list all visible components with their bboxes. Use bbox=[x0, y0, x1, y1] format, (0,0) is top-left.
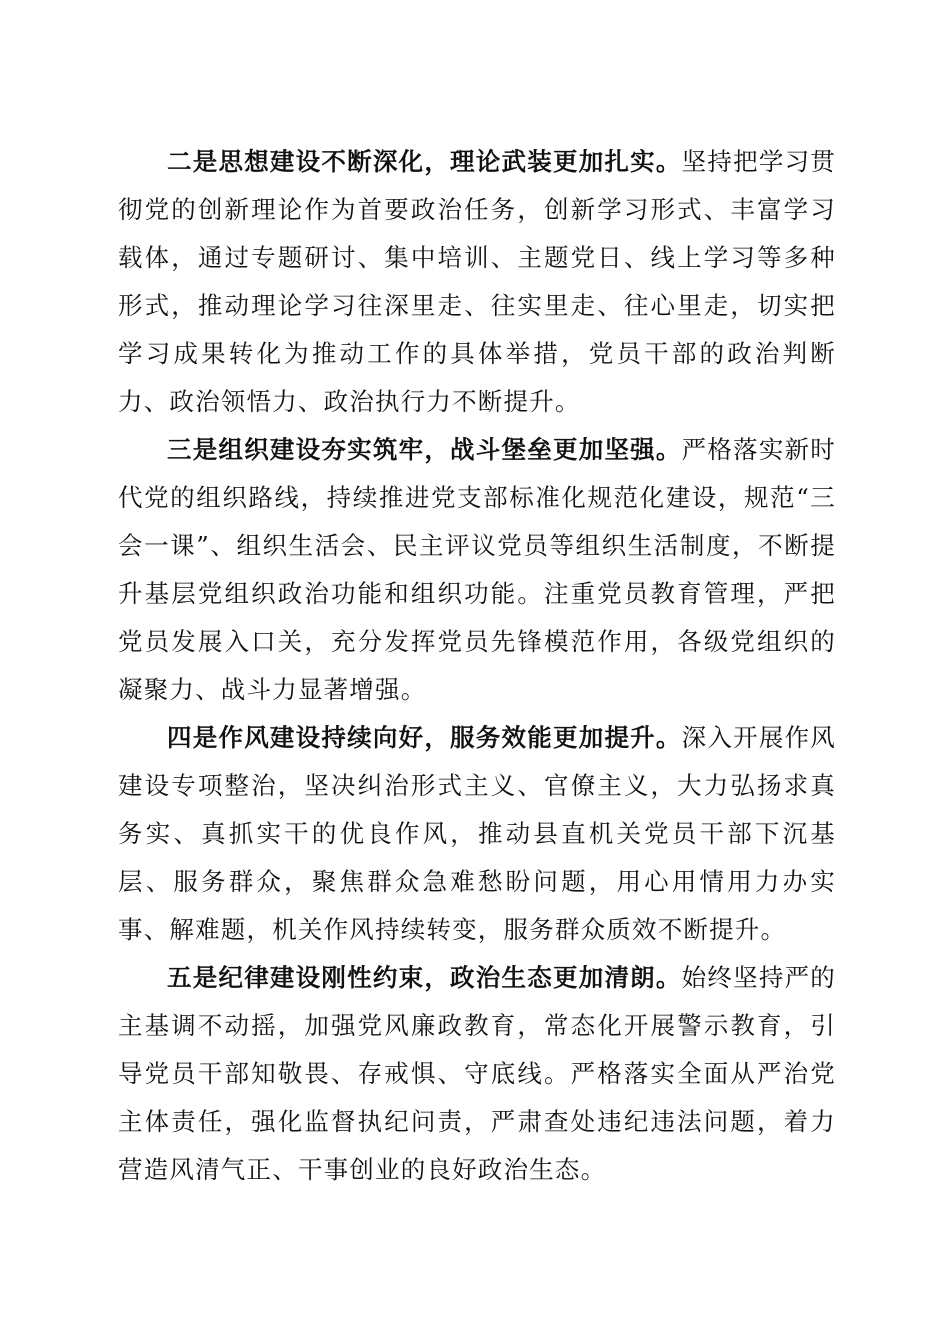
paragraph-body: 坚持把学习贯彻党的创新理论作为首要政治任务，创新学习形式、丰富学习载体，通过专题研讨、集中培训、主题党日、线上学习等多种形式，推动理论学习往深里走、往实里走、往心里走，切实把学习成果转化为推动工作的具体举措，党员干部的政治判断力、政治领悟力、政治执行力不断提升。 bbox=[118, 147, 836, 416]
paragraph-body: 严格落实新时代党的组织路线，持续推进党支部标准化规范化建设，规范“三会一课”、组织生活会、民主评议党员等组织生活制度，不断提升基层党组织政治功能和组织功能。注重党员教育管理，严把党员发展入口关，充分发挥党员先锋模范作用，各级党组织的凝聚力、战斗力显著增强。 bbox=[118, 435, 836, 704]
paragraph-style-building bbox=[118, 714, 836, 954]
paragraph-body: 深入开展作风建设专项整治，坚决纠治形式主义、官僚主义，大力弘扬求真务实、真抓实干的优良作风，推动县直机关党员干部下沉基层、服务群众，聚焦群众急难愁盼问题，用心用情用力办实事、解难题，机关作风持续转变，服务群众质效不断提升。 bbox=[118, 723, 836, 944]
paragraph-thought-building bbox=[118, 138, 836, 426]
paragraph-organization-building bbox=[118, 426, 836, 714]
paragraph-body: 始终坚持严的主基调不动摇，加强党风廉政教育，常态化开展警示教育，引导党员干部知敬畏、存戒惧、守底线。严格落实全面从严治党主体责任，强化监督执纪问责，严肃查处违纪违法问题，着力营造风清气正、干事创业的良好政治生态。 bbox=[118, 963, 836, 1184]
paragraph-lead: 四是作风建设持续向好，服务效能更加提升。 bbox=[167, 723, 682, 752]
paragraph-discipline-building bbox=[118, 954, 836, 1194]
paragraph-lead: 二是思想建设不断深化，理论武装更加扎实。 bbox=[167, 147, 682, 176]
paragraph-lead: 五是纪律建设刚性约束，政治生态更加清朗。 bbox=[167, 963, 682, 992]
document-page bbox=[118, 138, 836, 1194]
paragraph-lead: 三是组织建设夯实筑牢，战斗堡垒更加坚强。 bbox=[167, 435, 682, 464]
